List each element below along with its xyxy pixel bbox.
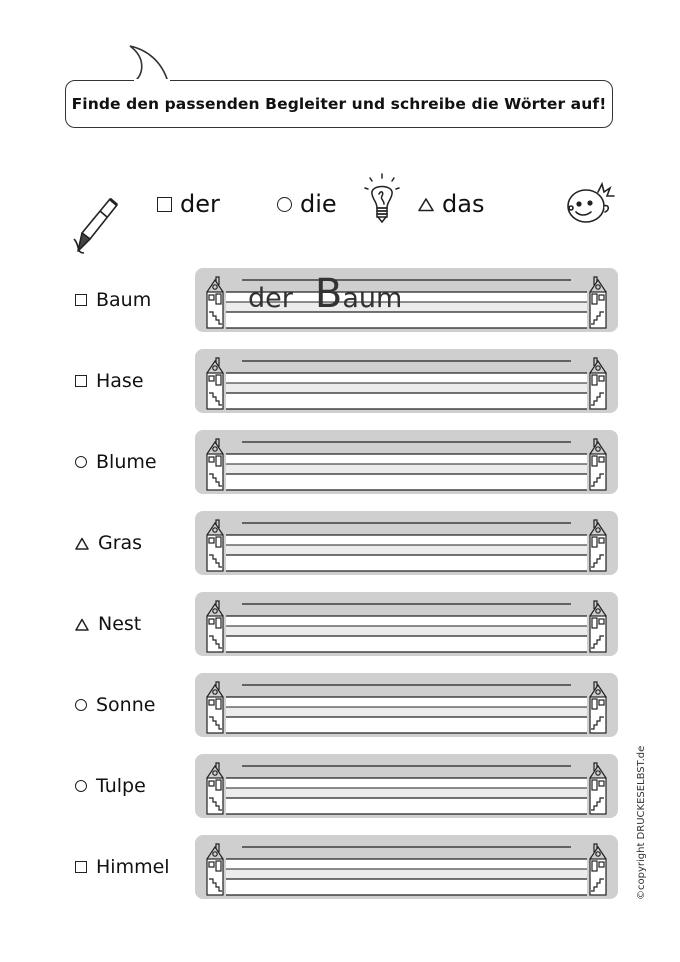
copyright-note: ©copyright DRUCKESELBST.de — [636, 745, 647, 900]
word-row — [0, 349, 680, 413]
circle-symbol-icon — [75, 780, 87, 792]
row-word: Blume — [96, 451, 157, 473]
writing-line-strip[interactable] — [195, 754, 618, 818]
triangle-symbol-icon — [75, 618, 89, 631]
word-row — [0, 430, 680, 494]
row-word-label — [75, 612, 141, 636]
legend-label: der — [180, 190, 220, 218]
legend-das — [418, 188, 484, 220]
legend-der — [157, 188, 220, 220]
square-symbol-icon — [157, 197, 172, 212]
legend-die — [277, 188, 337, 220]
word-row — [0, 592, 680, 656]
writing-line-strip[interactable] — [195, 835, 618, 899]
legend-label: die — [300, 190, 337, 218]
writing-line-strip[interactable] — [195, 349, 618, 413]
writing-lines — [195, 430, 618, 494]
example-word-rest: aum — [342, 283, 403, 314]
row-word: Baum — [96, 289, 152, 311]
writing-lines — [195, 349, 618, 413]
circle-symbol-icon — [277, 197, 292, 212]
word-row — [0, 673, 680, 737]
circle-symbol-icon — [75, 699, 87, 711]
row-word: Tulpe — [96, 775, 146, 797]
circle-symbol-icon — [75, 456, 87, 468]
row-word-label — [75, 369, 144, 393]
row-word: Sonne — [96, 694, 156, 716]
instruction-bubble — [65, 80, 613, 128]
face-icon — [562, 178, 618, 228]
square-symbol-icon — [75, 861, 87, 873]
row-word: Gras — [98, 532, 143, 554]
writing-lines — [195, 754, 618, 818]
row-word: Nest — [98, 613, 142, 635]
row-word-label — [75, 855, 170, 879]
word-row — [0, 754, 680, 818]
row-word-label — [75, 693, 155, 717]
triangle-symbol-icon — [75, 537, 89, 550]
pencil-icon — [70, 195, 120, 257]
row-word: Himmel — [96, 856, 170, 878]
writing-lines — [195, 835, 618, 899]
example-article: der — [248, 283, 293, 314]
writing-lines — [195, 592, 618, 656]
word-row — [0, 835, 680, 899]
word-row — [0, 511, 680, 575]
writing-line-strip[interactable] — [195, 592, 618, 656]
row-word-label — [75, 450, 157, 474]
square-symbol-icon — [75, 294, 87, 306]
lightbulb-icon — [362, 172, 402, 228]
example-word-initial: B — [314, 271, 343, 317]
row-word: Hase — [96, 370, 144, 392]
bubble-join — [134, 79, 170, 83]
legend-label: das — [442, 190, 485, 218]
writing-lines — [195, 673, 618, 737]
row-word-label — [75, 288, 151, 312]
row-word-label — [75, 774, 146, 798]
writing-line-strip[interactable] — [195, 673, 618, 737]
triangle-symbol-icon — [418, 197, 434, 212]
row-word-label — [75, 531, 142, 555]
writing-line-strip[interactable] — [195, 511, 618, 575]
square-symbol-icon — [75, 375, 87, 387]
speech-bubble-tail — [126, 44, 176, 84]
instruction-text: Finde den passenden Begleiter und schreibe die Wörter auf! — [71, 95, 607, 113]
writing-line-strip[interactable] — [195, 430, 618, 494]
writing-lines — [195, 511, 618, 575]
example-answer — [248, 271, 403, 317]
